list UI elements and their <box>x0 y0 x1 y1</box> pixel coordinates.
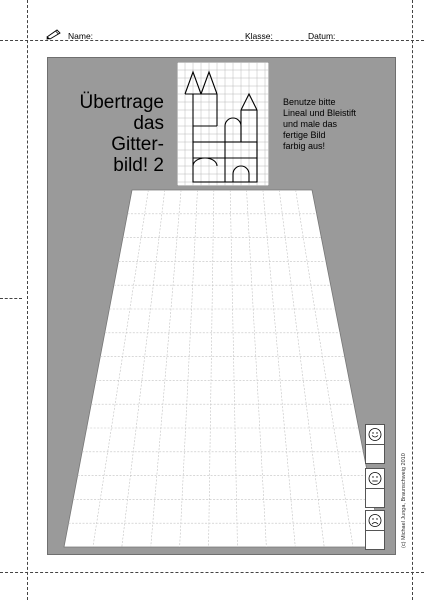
instruction-line: Benutze bitte <box>283 97 336 107</box>
cut-line-left <box>27 0 28 600</box>
instruction-line: Lineal und Bleistift <box>283 108 357 118</box>
happy-face-icon <box>366 425 384 444</box>
neutral-face-icon <box>366 469 384 488</box>
title-line: Übertrage <box>79 92 164 113</box>
instructions-text <box>283 97 383 152</box>
title-line: Gitter- <box>111 134 164 155</box>
title-line: das <box>133 113 164 134</box>
worksheet-header <box>40 28 420 44</box>
exercise-title <box>44 92 164 176</box>
rating-sad[interactable] <box>365 510 385 531</box>
instruction-line: farbig aus! <box>283 141 326 151</box>
rating-happy[interactable] <box>365 424 385 445</box>
name-label: Name: <box>68 31 94 41</box>
pencil-icon <box>46 28 62 40</box>
rating-box-sad[interactable] <box>365 530 385 550</box>
rating-box-happy[interactable] <box>365 444 385 464</box>
copyright-text: (c) Michael Junga, Braunschweig 2010 <box>401 453 407 548</box>
class-label: Klasse: <box>245 31 273 41</box>
sad-face-icon <box>366 511 384 530</box>
cut-line-right <box>412 0 413 600</box>
template-castle-picture <box>177 62 269 186</box>
title-line: bild! 2 <box>113 155 164 176</box>
date-label: Datum: <box>308 31 336 41</box>
instruction-line: und male das <box>283 119 338 129</box>
cut-line-bottom <box>0 572 424 573</box>
rating-neutral[interactable] <box>365 468 385 489</box>
drawing-grid <box>62 188 384 550</box>
rating-box-neutral[interactable] <box>365 488 385 508</box>
punch-mark <box>0 298 22 299</box>
instruction-line: fertige Bild <box>283 130 326 140</box>
